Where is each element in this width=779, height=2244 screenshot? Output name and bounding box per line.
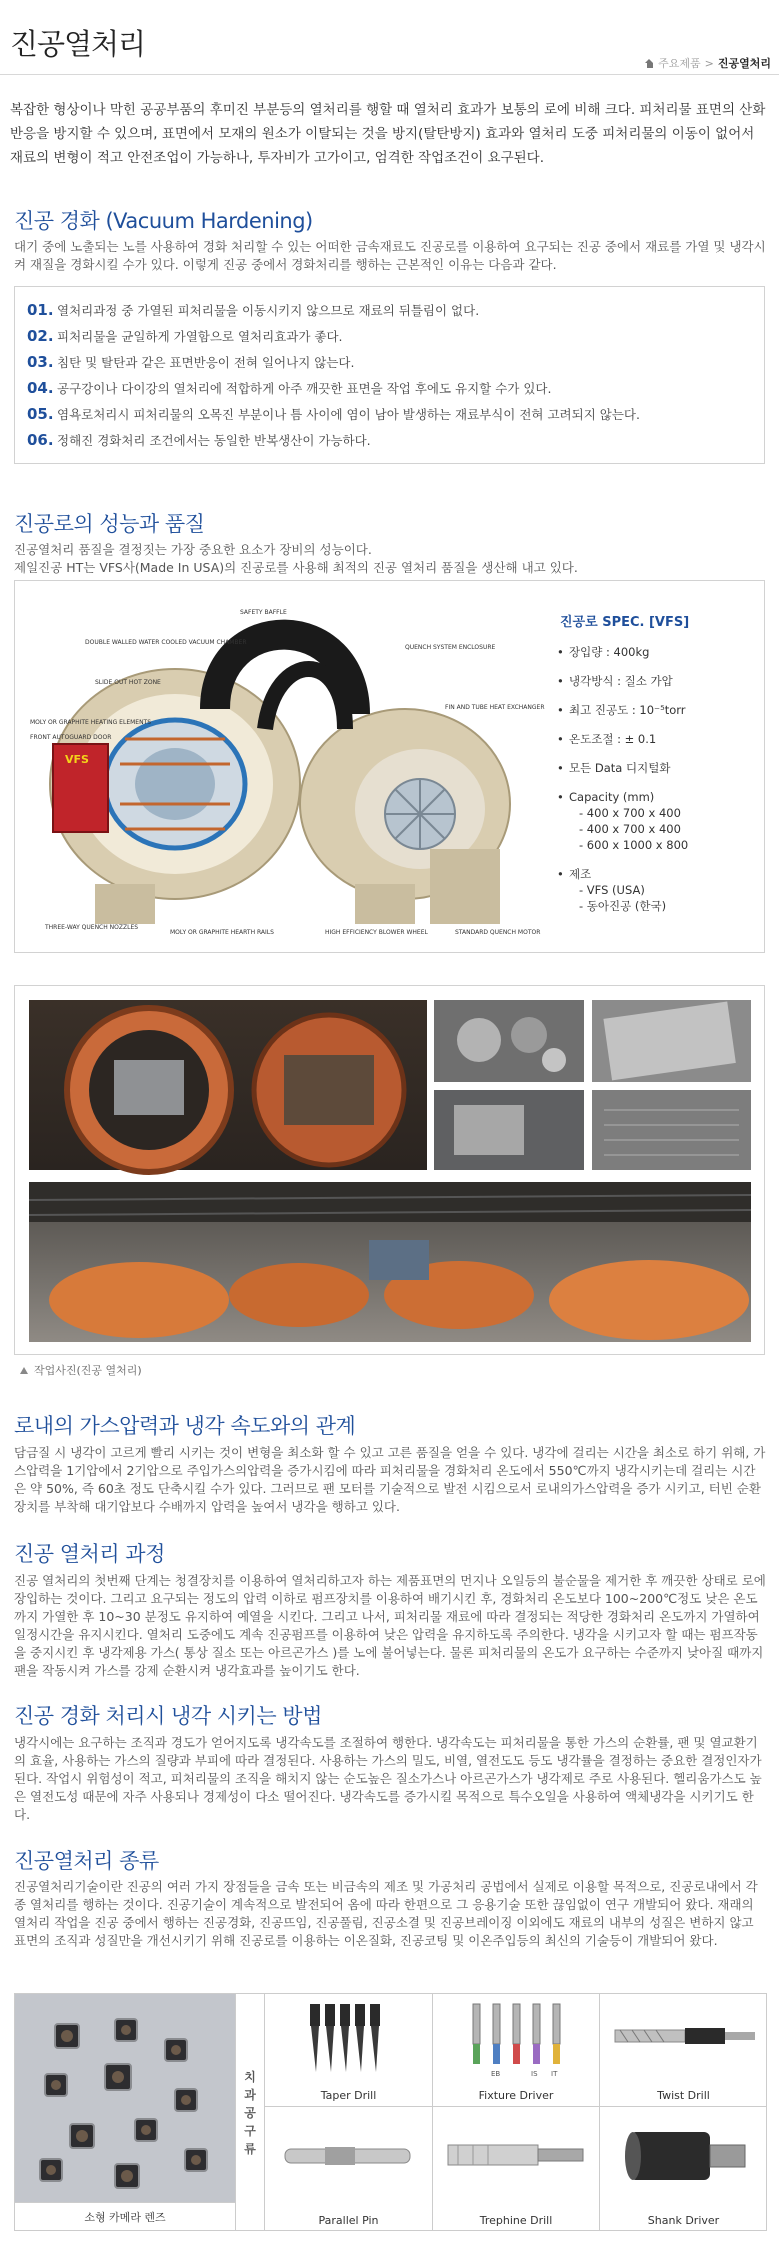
section-heading-gas-pressure: 로내의 가스압력과 냉각 속도와의 관계 (14, 1414, 356, 1438)
list-item-text: 정해진 경화처리 조건에서는 동일한 반복생산이 가능하다. (57, 433, 371, 448)
spec-item-digital: • 모든 Data 디지털화 (555, 761, 755, 776)
breadcrumb-parent[interactable]: 주요제품 (658, 57, 701, 70)
gas-pressure-text: 담금질 시 냉각이 고르게 빨리 시키는 것이 변형을 최소화 할 수 있고 고른 품질을 얻을 수 있다. 냉각에 걸리는 시간을 최소로 하기 위해, 가스압력을 1기압에서 2기압으로 주입가스의압력을 증가시킴에 따라 피처리물을 경화처리 온도에서 550℃까지 냉각시키는데 걸리는 시간은 약 50%, 즉 60초 정도 단축시킬 수가 있다. 그러므로 팬 모터를 기술적으로 발전 시킴으로서 로내의가스압력을 증가 시키고, 터빈 순환장치를 부착해 대기압보다 수배까지 압력을 높여서 냉각을 행하고 있다. (14, 1445, 766, 1514)
twist-drill-image (600, 1994, 768, 2082)
trephine-drill-image (433, 2107, 600, 2202)
list-item (27, 297, 752, 323)
diagram-label-hot-zone: SLIDE OUT HOT ZONE (95, 679, 161, 686)
breadcrumb (645, 55, 771, 71)
list-item (27, 375, 752, 401)
spec-title: 진공로 SPEC. [VFS] (560, 615, 690, 630)
diagram-label-hearth-rails: MOLY OR GRAPHITE HEARTH RAILS (170, 929, 274, 936)
diagram-label-heat-exchanger: FIN AND TUBE HEAT EXCHANGER (445, 704, 545, 711)
twist-drill-label: Twist Drill (657, 2089, 710, 2102)
list-item-number: 04. (27, 379, 54, 397)
list-item-text: 피처리물을 균일하게 가열함으로 열처리효과가 좋다. (57, 329, 343, 344)
title-divider (0, 74, 779, 75)
fixture-mark-is: IS (531, 2070, 538, 2078)
parallel-pin-image (265, 2107, 432, 2202)
dental-tools-table (14, 1993, 767, 2231)
performance-text-2: 제일진공 HT는 VFS사(Made In USA)의 진공로를 사용해 최적의 진공 열처리 품질을 생산해 내고 있다. (14, 560, 578, 575)
camera-lens-caption: 소형 카메라 렌즈 (15, 2202, 235, 2231)
spec-list (555, 645, 755, 928)
diagram-label-quench-motor: STANDARD QUENCH MOTOR (455, 929, 541, 936)
spec-item-cooling: • 냉각방식 : 질소 가압 (555, 674, 755, 689)
trephine-drill-label: Trephine Drill (479, 2214, 553, 2227)
vacuum-hardening-text: 대기 중에 노출되는 노를 사용하여 경화 처리할 수 있는 어떠한 금속재료도 진공로를 이용하여 요구되는 진공 중에서 재료를 가열 및 냉각시켜 재질을 경화시킬 수가 있다. 이렇게 진공 중에서 경화처리를 행하는 근본적인 이유는 다음과 같다. (14, 239, 766, 272)
taper-drill-label: Taper Drill (320, 2089, 377, 2102)
dental-tools-label: 치 과 공 구 류 (235, 1994, 265, 2231)
diagram-label-front-door: FRONT AUTOGUARD DOOR (30, 734, 112, 741)
process-text: 진공 열처리의 첫번째 단계는 청결장치를 이용하여 열처리하고자 하는 제품표면의 먼지나 오일등의 불순물을 제거한 후 깨끗한 상태로 로에 장입하는 것이다. 그리고 요구되는 정도의 압력 이하로 펌프장치를 이용하여 배기시킨 후, 경화처리 온도보다 100~200℃정도 낮은 온도까지 가열한 후 10~30 분정도 유지하여 예열을 시킨다. 그리고 나서, 피처리물 재료에 따라 결정되는 적당한 경화처리 온도까지 가열하여 일정시간을 유지시킨다. 열처리 도중에도 계속 진공펌프를 이용하여 낮은 압력을 유지하도록 주의한다. 냉각을 시키고자 할 때는 펌프작동을 중지시킨 후 냉각제용 가스( 통상 질소 또는 아르곤가스 )를 노에 불어넣는다. 물론 피처리물의 온도가 요구하는 수준까지 낮아질 때까지 팬을 작동시켜 가스를 강제 순환시켜 냉각효과를 높이기도 한다. (14, 1573, 766, 1678)
home-icon[interactable] (645, 59, 654, 68)
spec-item-maker: • 제조 - VFS (USA) - 동아진공 (한국) (555, 867, 755, 914)
triangle-icon (20, 1367, 28, 1374)
photo-caption-text: 작업사진(진공 열처리) (34, 1364, 142, 1377)
section-heading-vacuum-hardening: 진공 경화 (Vacuum Hardening) (14, 209, 313, 233)
section-heading-performance: 진공로의 성능과 품질 (14, 512, 205, 536)
list-item-text: 공구강이나 다이강의 열처리에 적합하게 아주 깨끗한 표면을 작업 후에도 유지할 수가 있다. (57, 381, 552, 396)
spec-item-capacity: • 장입량 : 400kg (555, 645, 755, 660)
parallel-pin-label: Parallel Pin (318, 2214, 379, 2227)
photo-caption (20, 1362, 142, 1378)
list-item-number: 05. (27, 405, 54, 423)
diagram-label-chamber: DOUBLE WALLED WATER COOLED VACUUM CHAMBER (85, 639, 247, 646)
reasons-list (14, 286, 765, 464)
tool-cell-trephine-drill (432, 2106, 599, 2231)
list-item (27, 427, 752, 453)
work-photo-gallery (14, 985, 765, 1355)
list-item-text: 열처리과정 중 가열된 피처리물을 이동시키지 않으므로 재료의 뒤틀림이 없다. (57, 303, 480, 318)
shank-driver-image (600, 2107, 768, 2202)
spec-item-temperature: • 온도조절 : ± 0.1 (555, 732, 755, 747)
cooling-text: 냉각시에는 요구하는 조직과 경도가 얻어지도록 냉각속도를 조절하여 행한다. 냉각속도는 피처리물을 통한 가스의 순환률, 팬 및 열교환기의 효율, 사용하는 가스의 질량과 부피에 따라 결정된다. 사용하는 가스의 밀도, 비열, 열전도도 등도 냉각률을 결정하는 중요한 결정인자가 된다. 작업시 위험성이 적고, 피처리물의 조직을 해치지 않는 순도높은 질소가스나 아르곤가스가 냉각제로 주로 사용된다. 헬리움가스도 높은 열전도성 때문에 자주 사용되나 경제성이 다소 떨어진다. 냉각속도를 증가시킬 목적으로 특수오일을 사용하여 액체냉각을 시키기도 한다. (14, 1735, 762, 1822)
fixture-driver-image (433, 1994, 600, 2082)
spec-item-size: • Capacity (mm) - 400 x 700 x 400 - 400 x 700 x 400 - 600 x 1000 x 800 (555, 790, 755, 853)
diagram-label-blower-wheel: HIGH EFFICIENCY BLOWER WHEEL (325, 929, 428, 936)
list-item-number: 01. (27, 301, 54, 319)
fixture-mark-it: IT (551, 2070, 558, 2078)
list-item-text: 침탄 및 탈탄과 같은 표면반응이 전혀 일어나지 않는다. (57, 355, 355, 370)
camera-lens-photo (15, 1994, 235, 2202)
fixture-mark-eb: EB (491, 2070, 501, 2078)
taper-drill-image (265, 1994, 432, 2082)
fixture-driver-label: Fixture Driver (478, 2089, 554, 2102)
list-item-text: 염욕로처리시 피처리물의 오목진 부분이나 틈 사이에 염이 남아 발생하는 재료부식이 전혀 고려되지 않는다. (57, 407, 640, 422)
photo-mold-grid (592, 1090, 751, 1170)
tool-cell-shank-driver (599, 2106, 767, 2231)
list-item-number: 06. (27, 431, 54, 449)
list-item (27, 401, 752, 427)
section-heading-types: 진공열처리 종류 (14, 1849, 159, 1873)
diagram-label-quench-enclosure: QUENCH SYSTEM ENCLOSURE (405, 644, 496, 651)
diagram-label-quench-nozzles: THREE-WAY QUENCH NOZZLES (45, 924, 139, 931)
types-text: 진공열처리기술이란 진공의 여러 가지 장점들을 금속 또는 비금속의 제조 및 가공처리 공법에서 실제로 이용할 목적으로, 진공로내에서 각종 열처리를 행하는 것이다. 진공기술이 계속적으로 발전되어 옴에 따라 한편으로 그 응용기술 또한 끊임없이 연구 개발되어 왔다. 재래의 열처리 작업을 진공 중에서 행하는 진공경화, 진공뜨임, 진공풀림, 진공소결 및 진공브레이징 이외에도 재료의 내부의 성질은 변하지 않고 표면의 조직과 성질만을 개선시키기 위해 진공로를 이용하는 이온질화, 진공코팅 및 이온주입등의 최신의 기술등이 개발되어 왔다. (14, 1879, 758, 1948)
performance-text-1: 진공열처리 품질을 결정짓는 가장 중요한 요소가 장비의 성능이다. (14, 542, 372, 557)
spec-item-vacuum: • 최고 진공도 : 10⁻⁵torr (555, 703, 755, 718)
section-heading-cooling: 진공 경화 처리시 냉각 시키는 방법 (14, 1704, 322, 1728)
tool-cell-fixture-driver (432, 1994, 599, 2106)
list-item-number: 03. (27, 353, 54, 371)
list-item (27, 349, 752, 375)
furnace-cutaway-diagram (25, 589, 545, 949)
breadcrumb-current: 진공열처리 (717, 57, 771, 70)
vfs-logo-label: VFS (65, 753, 89, 766)
tool-cell-taper-drill (265, 1994, 432, 2106)
tool-cell-parallel-pin (265, 2106, 432, 2231)
diagram-label-heating-elements: MOLY OR GRAPHITE HEATING ELEMENTS (30, 719, 152, 726)
section-heading-process: 진공 열처리 과정 (14, 1542, 165, 1566)
shank-driver-label: Shank Driver (647, 2214, 720, 2227)
list-item-number: 02. (27, 327, 54, 345)
tool-cell-twist-drill (599, 1994, 767, 2106)
furnace-spec-box (14, 580, 765, 953)
breadcrumb-separator: > (704, 56, 714, 70)
intro-text: 복잡한 형상이나 막힌 공공부품의 후미진 부분등의 열처리를 행할 때 열처리 효과가 보통의 로에 비해 크다. 피처리물 표면의 산화반응을 방지할 수 있으며, 표면에서 모재의 원소가 이탈되는 것을 방지(탈탄방지) 효과와 열처리 도중 피처리물의 이동이 없어서 재료의 변형이 적고 안전조업이 가능하나, 투자비가 고가이고, 엄격한 작업조건이 요구된다. (10, 102, 766, 166)
page-title: 진공열처리 (10, 27, 146, 61)
photo-mold-parts-1 (434, 1000, 584, 1082)
diagram-label-safety-baffle: SAFETY BAFFLE (240, 609, 287, 616)
work-photos (29, 1000, 751, 1342)
list-item (27, 323, 752, 349)
